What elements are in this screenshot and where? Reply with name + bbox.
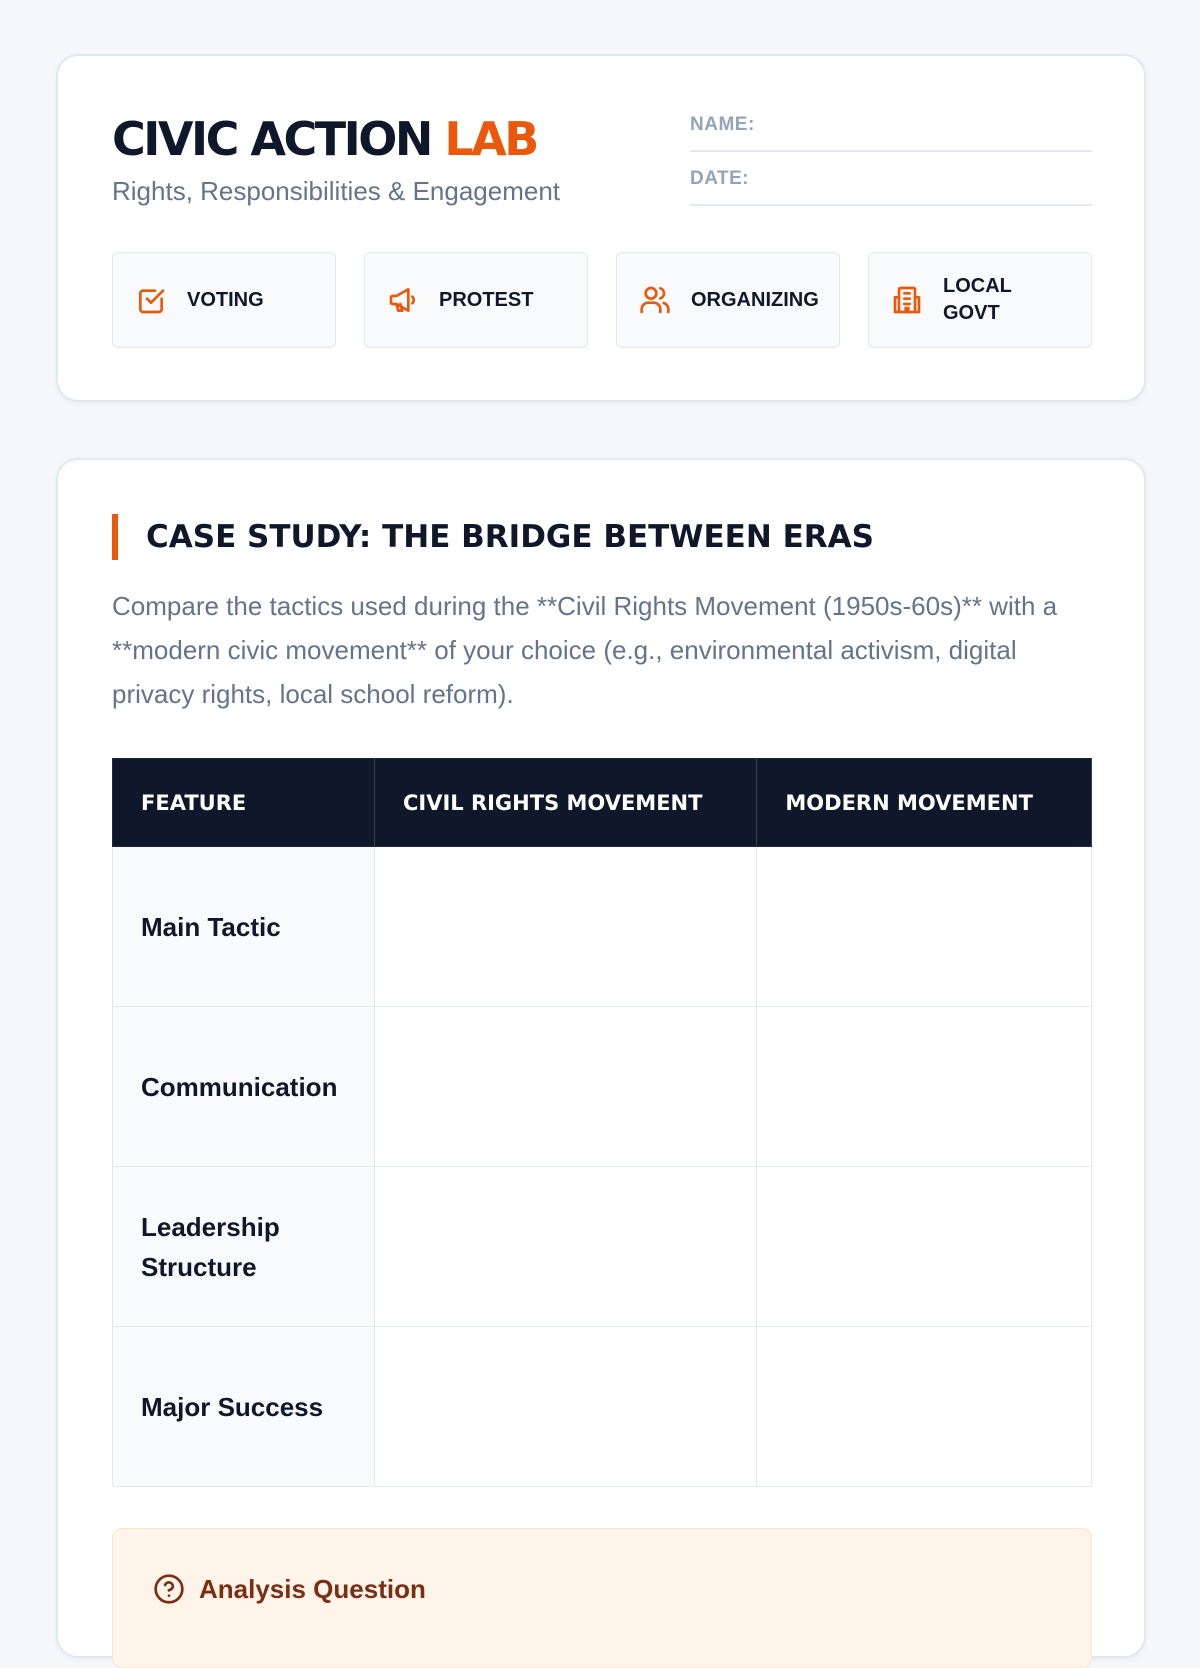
- topic-protest[interactable]: [364, 252, 588, 348]
- feature-cell: Main Tactic: [113, 847, 375, 1007]
- topic-label: LOCAL GOVT: [943, 275, 1012, 324]
- date-label: DATE:: [690, 168, 750, 189]
- modern-answer-cell[interactable]: [757, 847, 1092, 1007]
- modern-answer-cell[interactable]: [757, 1327, 1092, 1487]
- topic-voting[interactable]: [112, 252, 336, 348]
- topic-label: PROTEST: [439, 288, 534, 311]
- header-card: [56, 54, 1146, 402]
- civil-rights-answer-cell[interactable]: [374, 847, 756, 1007]
- date-field[interactable]: [690, 168, 1092, 206]
- tagline: Rights, Responsibilities & Engagement: [112, 176, 561, 206]
- question-circle-icon: [153, 1573, 185, 1605]
- column-header-feature: FEATURE: [113, 759, 375, 847]
- civil-rights-answer-cell[interactable]: [374, 1007, 756, 1167]
- feature-cell: Leadership Structure: [113, 1167, 375, 1327]
- feature-cell: Communication: [113, 1007, 375, 1167]
- topic-local-govt[interactable]: [868, 252, 1092, 348]
- case-study-title: CASE STUDY: THE BRIDGE BETWEEN ERAS: [112, 514, 874, 560]
- modern-answer-cell[interactable]: [757, 1007, 1092, 1167]
- analysis-header: [153, 1573, 426, 1605]
- topic-label: ORGANIZING: [691, 288, 819, 311]
- building-icon: [891, 284, 923, 316]
- name-field[interactable]: [690, 114, 1092, 152]
- column-header-civil-rights: CIVIL RIGHTS MOVEMENT: [374, 759, 756, 847]
- checkbox-icon: [135, 284, 167, 316]
- table-row: [113, 1167, 1092, 1327]
- name-label: NAME:: [690, 114, 755, 135]
- analysis-box: [112, 1528, 1092, 1668]
- topic-label: VOTING: [187, 288, 264, 311]
- brand-main: CIVIC ACTION: [112, 112, 431, 166]
- brand-title: [112, 114, 537, 164]
- column-header-modern: MODERN MOVEMENT: [757, 759, 1092, 847]
- comparison-table: [112, 758, 1092, 1487]
- civil-rights-answer-cell[interactable]: [374, 1167, 756, 1327]
- users-icon: [639, 284, 671, 316]
- feature-cell: Major Success: [113, 1327, 375, 1487]
- table-header-row: [113, 759, 1092, 847]
- table-row: [113, 847, 1092, 1007]
- megaphone-icon: [387, 284, 419, 316]
- topic-list: [112, 252, 1092, 348]
- brand-accent: LAB: [444, 112, 537, 166]
- table-row: [113, 1007, 1092, 1167]
- table-row: [113, 1327, 1092, 1487]
- case-study-card: [56, 458, 1146, 1658]
- civil-rights-answer-cell[interactable]: [374, 1327, 756, 1487]
- analysis-title: Analysis Question: [199, 1573, 426, 1604]
- modern-answer-cell[interactable]: [757, 1167, 1092, 1327]
- case-study-description: Compare the tactics used during the **Civil Rights Movement (1950s-60s)** with a **modern civic movement** of your choice (e.g., environmental activism, digital privacy rights, local school reform).: [112, 591, 1058, 709]
- topic-organizing[interactable]: [616, 252, 840, 348]
